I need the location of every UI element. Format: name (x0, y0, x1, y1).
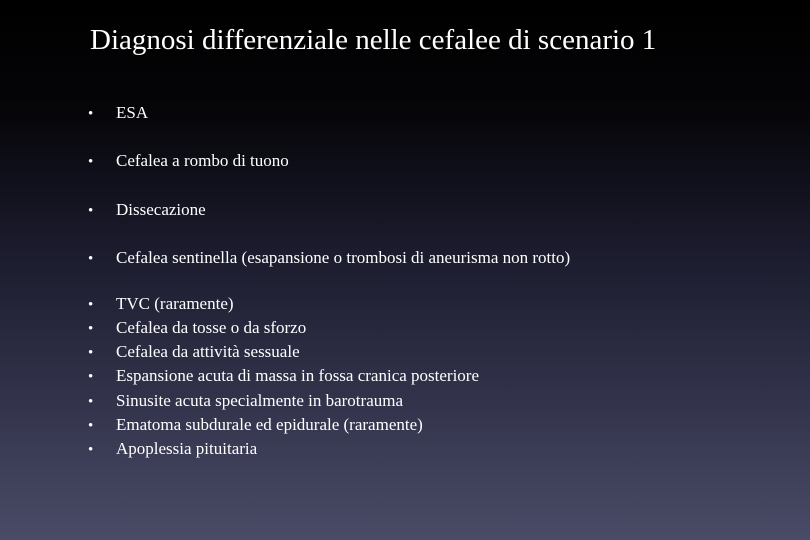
bullet-item (88, 437, 257, 462)
bullet-text: ESA (116, 103, 149, 122)
bullet-item (88, 364, 479, 389)
bullet-dot-icon: • (88, 345, 94, 361)
bullet-text: Dissecazione (116, 200, 206, 219)
bullet-text: Cefalea da attività sessuale (116, 342, 300, 361)
bullet-item (88, 292, 234, 317)
bullet-dot-icon: • (88, 418, 94, 434)
bullet-item (88, 389, 403, 414)
bullet-dot-icon: • (88, 321, 94, 337)
bullet-dot-icon: • (88, 106, 94, 122)
bullet-dot-icon: • (88, 251, 94, 267)
bullet-text: Ematoma subdurale ed epidurale (raramente) (116, 415, 423, 434)
bullet-dot-icon: • (88, 369, 94, 385)
bullet-text: Apoplessia pituitaria (116, 439, 258, 458)
bullet-text: Cefalea a rombo di tuono (116, 151, 289, 170)
bullet-item (88, 340, 300, 365)
bullet-item (88, 316, 306, 341)
bullet-text: TVC (raramente) (116, 294, 234, 313)
bullet-text: Cefalea sentinella (esapansione o trombosi di aneurisma non rotto) (116, 248, 571, 267)
slide-title: Diagnosi differenziale nelle cefalee di scenario 1 (90, 24, 657, 56)
bullet-text: Espansione acuta di massa in fossa cranica posteriore (116, 366, 480, 385)
bullet-item (88, 413, 423, 438)
bullet-dot-icon: • (88, 442, 94, 458)
bullet-item (88, 246, 570, 271)
bullet-item (88, 149, 289, 174)
bullet-dot-icon: • (88, 154, 94, 170)
bullet-text: Sinusite acuta specialmente in barotrauma (116, 391, 404, 410)
bullet-dot-icon: • (88, 297, 94, 313)
bullet-dot-icon: • (88, 203, 94, 219)
bullet-text: Cefalea da tosse o da sforzo (116, 318, 307, 337)
bullet-item (88, 198, 206, 223)
bullet-dot-icon: • (88, 394, 94, 410)
bullet-item (88, 101, 148, 126)
